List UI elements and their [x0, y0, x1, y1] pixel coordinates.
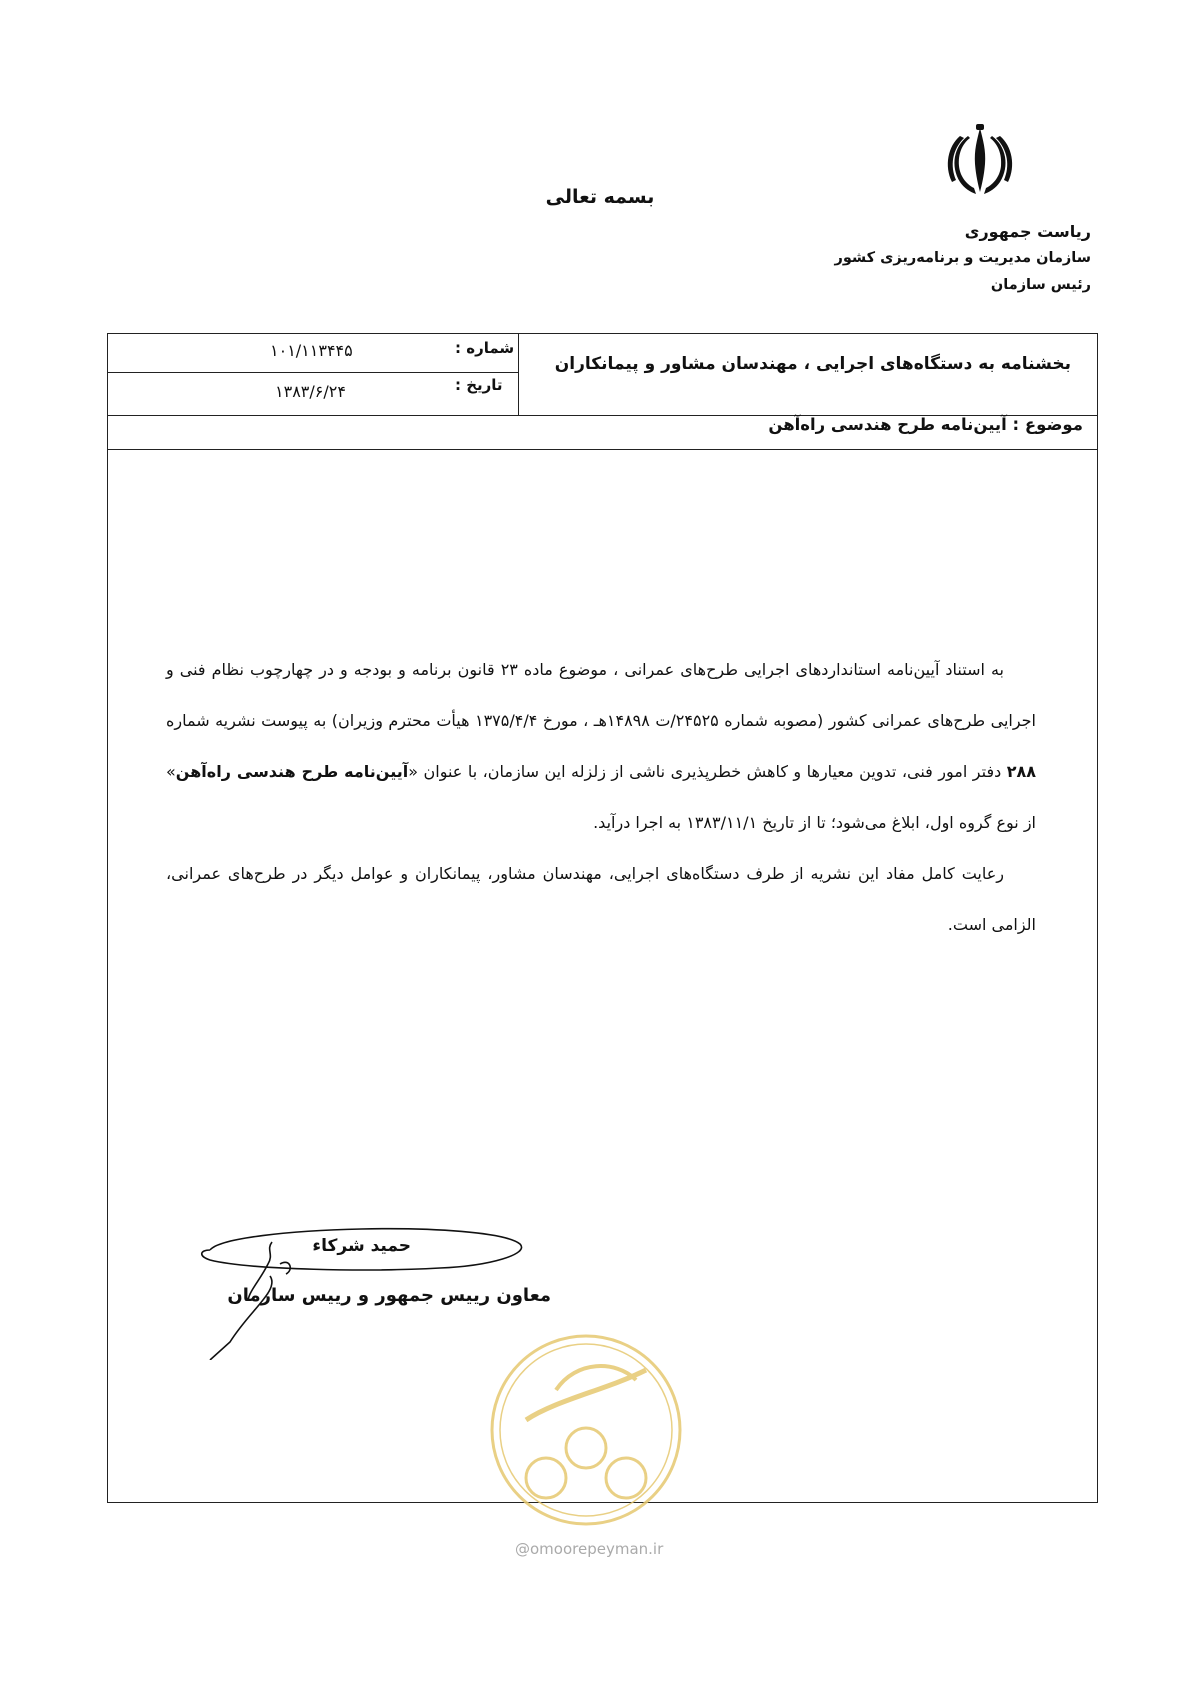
- omoorepeyman-seal-icon: [486, 1330, 686, 1530]
- date-value: ۱۳۸۳/۶/۲۴: [275, 382, 346, 401]
- org-name: سازمان مدیریت و برنامه‌ریزی کشور: [834, 250, 1091, 266]
- body-text: به استناد آیین‌نامه استانداردهای اجرایی طرح‌های عمرانی ، موضوع ماده ۲۳ قانون برنامه و بودجه و در چهارچوب نظام فنی و اجرایی طرح‌های عمرانی کشور (مصوبه شماره ۲۴۵۲۵/ت ۱۴۸۹۸هـ ، مورخ ۱۳۷۵/۴/۴ هیأت محترم وزیران) به پیوست نشریه شماره: [166, 660, 1037, 730]
- body-text: دفتر امور فنی، تدوین معیارها و کاهش خطرپذیری ناشی از زلزله این سازمان، با عنوان «: [408, 762, 1007, 781]
- subject-line: موضوع : آیین‌نامه طرح هندسی راه‌آهن: [768, 415, 1083, 434]
- org-title: ریاست جمهوری: [964, 222, 1091, 241]
- org-block: [751, 218, 1091, 299]
- bismillah-heading: بسمه تعالی: [545, 186, 655, 208]
- signatory-name: حمید شرکاء: [312, 1236, 411, 1256]
- watermark-text: @omoorepeyman.ir: [515, 1540, 664, 1558]
- publication-number: ۲۸۸: [1006, 762, 1037, 781]
- body-paragraph-2: رعایت کامل مفاد این نشریه از طرف دستگاه‌های اجرایی، مهندسان مشاور، پیمانکاران و عوامل دیگر در طرح‌های عمرانی، الزامی است.: [166, 864, 1036, 934]
- number-date-divider: [107, 372, 519, 373]
- body-text: » از نوع گروه اول، ابلاغ می‌شود؛ تا از تاریخ ۱۳۸۳/۱۱/۱ به اجرا درآید.: [166, 762, 1036, 832]
- circular-recipients: بخشنامه به دستگاه‌های اجرایی ، مهندسان مشاور و پیمانکاران: [554, 354, 1071, 374]
- number-label: شماره :: [455, 339, 515, 357]
- publication-title: آیین‌نامه طرح هندسی راه‌آهن: [175, 762, 409, 781]
- org-role: رئیس سازمان: [990, 277, 1091, 293]
- subject-divider: [107, 449, 1098, 450]
- number-value: ۱۰۱/۱۱۳۴۴۵: [270, 341, 353, 360]
- iran-emblem-icon: [938, 120, 1022, 204]
- signatory-title: معاون رییس جمهور و رییس سازمان: [227, 1285, 551, 1306]
- letter-body: [166, 644, 1036, 950]
- body-paragraph-1: [166, 644, 1036, 848]
- date-label: تاریخ :: [455, 376, 503, 394]
